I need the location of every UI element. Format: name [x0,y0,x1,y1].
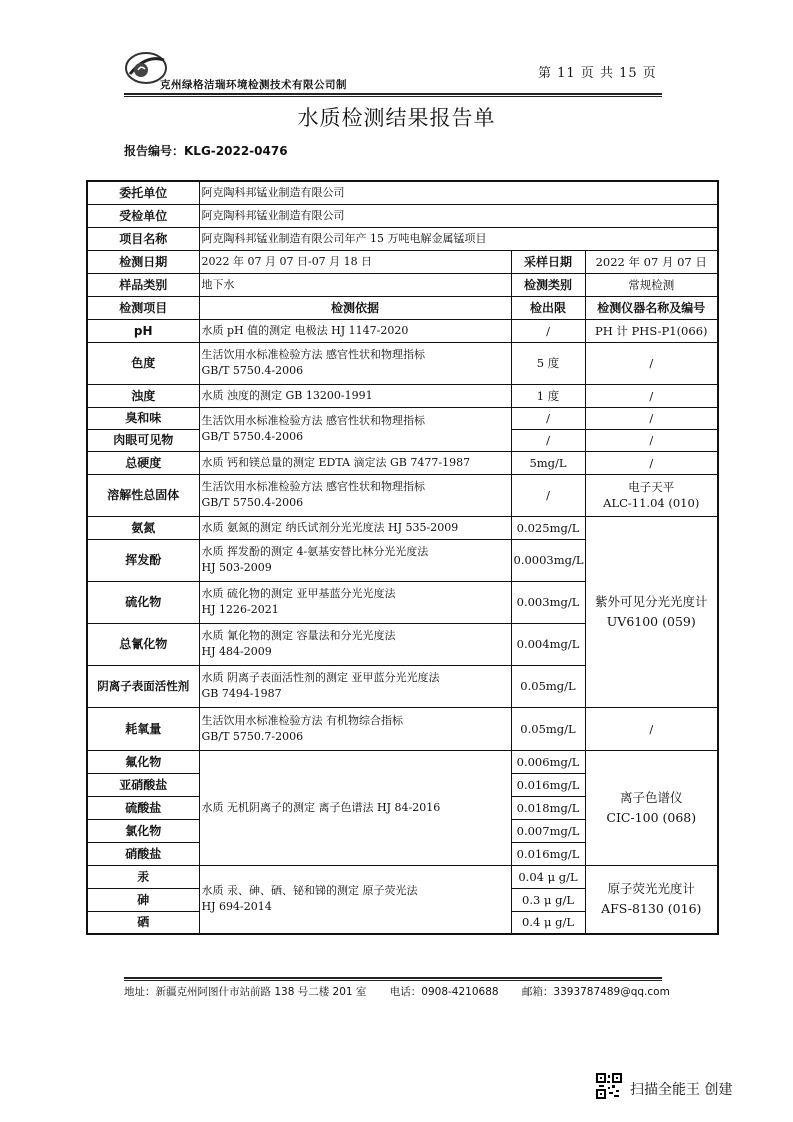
item-cell: 挥发酚 [87,539,199,581]
basis-cell: 生活饮用水标准检验方法 感官性状和物理指标 GB/T 5750.4-2006 [199,407,511,451]
limit-cell: / [511,474,585,516]
inspected-label: 受检单位 [87,204,199,227]
item-cell: 总硬度 [87,451,199,474]
client-value: 阿克陶科邦锰业制造有限公司 [199,181,718,204]
footer-rule [124,977,662,979]
item-cell: 砷 [87,888,199,911]
info-row-dates [87,250,718,273]
test-date-label: 检测日期 [87,250,199,273]
report-number: 报告编号：KLG-2022-0476 [124,144,288,158]
limit-cell: / [511,429,585,451]
limit-cell: 0.007mg/L [511,819,585,842]
limit-cell: 1 度 [511,384,585,407]
sample-date-label: 采样日期 [511,250,585,273]
instrument-cell: / [585,429,718,451]
item-cell: 亚硝酸盐 [87,773,199,796]
test-date-value: 2022 年 07 月 07 日-07 月 18 日 [199,250,511,273]
project-label: 项目名称 [87,227,199,250]
limit-cell: 0.016mg/L [511,773,585,796]
table-row [87,865,718,888]
basis-cell: 水质 浊度的测定 GB 13200-1991 [199,384,511,407]
item-cell: 浊度 [87,384,199,407]
sample-date-value: 2022 年 07 月 07 日 [585,250,718,273]
col-limit-header: 检出限 [511,296,585,319]
info-row-types [87,273,718,296]
table-row [87,474,718,516]
item-cell: 硫化物 [87,581,199,623]
item-cell: 耗氧量 [87,707,199,750]
col-item-header: 检测项目 [87,296,199,319]
footer-phone: 电话：0908-4210688 [389,986,499,998]
project-value: 阿克陶科邦锰业制造有限公司年产 15 万吨电解金属锰项目 [199,227,718,250]
limit-cell: 0.04 μ g/L [511,865,585,888]
table-row [87,750,718,773]
table-row [87,342,718,384]
table-row [87,407,718,429]
page-number: 第 11 页 共 15 页 [538,66,657,81]
item-cell: 色度 [87,342,199,384]
limit-cell: 0.0003mg/L [511,539,585,581]
col-basis-header: 检测依据 [199,296,511,319]
info-row-client [87,181,718,204]
footer [124,984,690,999]
limit-cell: / [511,319,585,342]
test-type-value: 常规检测 [585,273,718,296]
item-cell: 总氰化物 [87,623,199,665]
table-row [87,516,718,539]
info-row-inspected [87,204,718,227]
basis-cell: 水质 阴离子表面活性剂的测定 亚甲蓝分光光度法 GB 7494-1987 [199,665,511,707]
test-type-label: 检测类别 [511,273,585,296]
instrument-cell: / [585,707,718,750]
basis-cell: 水质 氨氮的测定 纳氏试剂分光光度法 HJ 535-2009 [199,516,511,539]
basis-cell: 水质 无机阴离子的测定 离子色谱法 HJ 84-2016 [199,750,511,865]
instrument-cell: / [585,342,718,384]
page-title: 水质检测结果报告单 [297,106,496,130]
column-header-row [87,296,718,319]
basis-cell: 生活饮用水标准检验方法 感官性状和物理指标 GB/T 5750.4-2006 [199,474,511,516]
item-cell: 阴离子表面活性剂 [87,665,199,707]
basis-cell: 水质 pH 值的测定 电极法 HJ 1147-2020 [199,319,511,342]
instrument-cell: 电子天平 ALC-11.04 (010) [585,474,718,516]
basis-cell: 生活饮用水标准检验方法 有机物综合指标 GB/T 5750.7-2006 [199,707,511,750]
limit-cell: 0.016mg/L [511,842,585,865]
basis-cell: 水质 挥发酚的测定 4-氨基安替比林分光光度法 HJ 503-2009 [199,539,511,581]
limit-cell: 0.05mg/L [511,665,585,707]
footer-address: 地址：新疆克州阿图什市站前路 138 号二楼 201 室 [124,986,367,998]
item-cell: 氯化物 [87,819,199,842]
item-cell: 氨氮 [87,516,199,539]
instrument-cell: / [585,451,718,474]
item-cell: 硒 [87,911,199,934]
basis-cell: 水质 汞、砷、硒、铋和锑的测定 原子荧光法 HJ 694-2014 [199,865,511,934]
basis-cell: 水质 硫化物的测定 亚甲基蓝分光光度法 HJ 1226-2021 [199,581,511,623]
limit-cell: 0.025mg/L [511,516,585,539]
info-row-project [87,227,718,250]
limit-cell: 0.4 μ g/L [511,911,585,934]
instrument-cell: 原子荧光光度计 AFS-8130 (016) [585,865,718,934]
item-cell: 硫酸盐 [87,796,199,819]
limit-cell: 0.004mg/L [511,623,585,665]
sample-type-label: 样品类别 [87,273,199,296]
limit-cell: 0.3 μ g/L [511,888,585,911]
company-name: 克州绿格洁瑞环境检测技术有限公司制 [160,79,347,91]
client-label: 委托单位 [87,181,199,204]
instrument-cell: 离子色谱仪 CIC-100 (068) [585,750,718,865]
footer-rule-thin [124,980,662,981]
instrument-cell: / [585,407,718,429]
header-rule [124,93,662,95]
table-row [87,384,718,407]
limit-cell: 0.003mg/L [511,581,585,623]
limit-cell: 5 度 [511,342,585,384]
item-cell: 硝酸盐 [87,842,199,865]
qr-code-icon [596,1073,622,1099]
limit-cell: 0.05mg/L [511,707,585,750]
basis-cell: 生活饮用水标准检验方法 感官性状和物理指标 GB/T 5750.4-2006 [199,342,511,384]
results-table [86,180,719,935]
item-cell: 肉眼可见物 [87,429,199,451]
instrument-cell: 紫外可见分光光度计 UV6100 (059) [585,516,718,707]
table-row [87,451,718,474]
scanner-watermark: 扫描全能王 创建 [630,1082,733,1098]
basis-cell: 水质 钙和镁总量的测定 EDTA 滴定法 GB 7477-1987 [199,451,511,474]
table-row [87,319,718,342]
sample-type-value: 地下水 [199,273,511,296]
basis-cell: 水质 氰化物的测定 容量法和分光光度法 HJ 484-2009 [199,623,511,665]
item-cell: 溶解性总固体 [87,474,199,516]
table-row [87,707,718,750]
instrument-cell: PH 计 PHS-P1(066) [585,319,718,342]
limit-cell: 0.018mg/L [511,796,585,819]
header-rule-thin [124,96,662,97]
footer-email: 邮箱：3393787489@qq.com [521,986,670,998]
item-cell: 汞 [87,865,199,888]
limit-cell: / [511,407,585,429]
instrument-cell: / [585,384,718,407]
limit-cell: 5mg/L [511,451,585,474]
item-cell: 氟化物 [87,750,199,773]
item-cell: 臭和味 [87,407,199,429]
limit-cell: 0.006mg/L [511,750,585,773]
inspected-value: 阿克陶科邦锰业制造有限公司 [199,204,718,227]
col-instrument-header: 检测仪器名称及编号 [585,296,718,319]
item-cell: pH [87,319,199,342]
